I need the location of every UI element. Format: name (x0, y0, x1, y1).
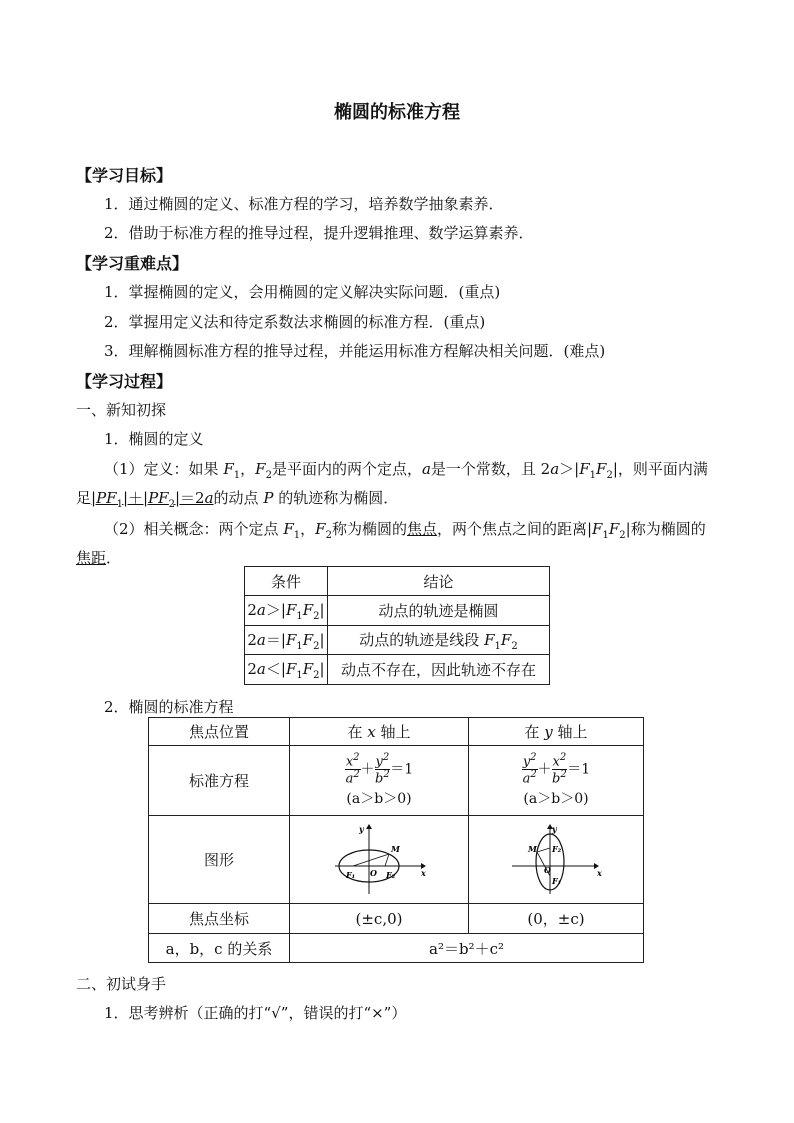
graph-x-cell (290, 816, 469, 904)
graph-label-y: y (552, 823, 557, 834)
focus-coords-y: (0，±c) (469, 904, 644, 934)
ellipse-y-graph (508, 822, 604, 898)
condition-table (244, 566, 550, 685)
x-axis-header: 在 x 轴上 (290, 718, 469, 746)
page-title: 椭圆的标准方程 (334, 102, 460, 123)
focus-coords-label: 焦点坐标 (149, 904, 290, 934)
condition-x: (a＞b＞0) (346, 791, 412, 808)
subsection-standard-equation: 2．椭圆的标准方程 (104, 698, 234, 716)
focus-position-header: 焦点位置 (149, 718, 290, 746)
equation-label: 标准方程 (149, 746, 290, 816)
cond-cell: $2a>|F_1F_2|$ (245, 596, 328, 626)
practice-item-1: 1．思考辨析（正确的打“√”，错误的打“×”） (104, 1004, 407, 1022)
graph-label-m: M (528, 843, 537, 854)
graph-label-o: O (544, 864, 551, 875)
definition-line-2: 足$|PF_1|+|PF_2|=2a$的动点 P 的轨迹称为椭圆． (76, 489, 399, 510)
definition-line-1: （1）定义：如果 $F_1$，$F_2$是平面内的两个定点，a是一个常数，且 $2a>|F_1F_2|$，则平面内满 (104, 460, 708, 481)
keypoint-item-3: 3．理解椭圆标准方程的推导过程，并能运用标准方程解决相关问题．(难点) (104, 342, 606, 360)
graph-label-y: y (359, 823, 364, 834)
cond-header: 条件 (245, 567, 328, 596)
goal-item-2: 2．借助于标准方程的推导过程，提升逻辑推理、数学运算素养． (104, 224, 534, 242)
graph-label-x: x (597, 867, 602, 878)
concept-line-2: 焦距． (76, 549, 122, 567)
section-2-heading: 二、初试身手 (76, 975, 167, 993)
keypoints-heading: 【学习重难点】 (76, 254, 189, 273)
graph-label-o: O (370, 867, 377, 878)
graph-label-f1: F₁ (552, 875, 562, 886)
condition-y: (a＞b＞0) (523, 791, 589, 808)
goal-item-1: 1．通过椭圆的定义、标准方程的学习，培养数学抽象素养． (104, 195, 504, 213)
standard-equation-table (148, 717, 644, 963)
result-cell: 动点不存在，因此轨迹不存在 (328, 655, 550, 685)
cond-cell: $2a=|F_1F_2|$ (245, 626, 328, 655)
ellipse-x-graph (331, 822, 427, 898)
focus-coords-x: (±c,0) (290, 904, 469, 934)
result-cell: 动点的轨迹是线段 $F_1F_2$ (328, 626, 550, 655)
keypoint-item-2: 2．掌握用定义法和待定系数法求椭圆的标准方程．(重点) (104, 313, 486, 331)
graph-label-x: x (421, 867, 426, 878)
graph-label-f2: F₂ (552, 843, 562, 854)
graph-label: 图形 (149, 816, 290, 904)
graph-label-m: M (391, 843, 400, 854)
keypoint-item-1: 1．掌握椭圆的定义，会用椭圆的定义解决实际问题．(重点) (104, 283, 501, 301)
relation-label: a，b，c 的关系 (149, 934, 290, 963)
concept-line-1: （2）相关概念：两个定点 $F_1$，$F_2$称为椭圆的焦点，两个焦点之间的距离$|F_1F_2|$称为椭圆的 (104, 520, 706, 541)
equation-x: $\frac{x^2}{a^2}$ ＋ $\frac{y^2}{b^2}$ ＝1 (a＞b＞0) (290, 746, 469, 816)
relation-value: a²＝b²＋c² (290, 934, 644, 963)
equation-y: $\frac{y^2}{a^2}$ ＋ $\frac{x^2}{b^2}$ ＝1 (a＞b＞0) (469, 746, 644, 816)
graph-label-f1: F₁ (346, 869, 356, 880)
goals-heading: 【学习目标】 (76, 166, 173, 185)
section-1-heading: 一、新知初探 (76, 401, 167, 419)
subsection-definition: 1．椭圆的定义 (104, 430, 204, 448)
graph-y-cell (469, 816, 644, 904)
graph-label-f2: F₂ (386, 869, 396, 880)
y-axis-header: 在 y 轴上 (469, 718, 644, 746)
process-heading: 【学习过程】 (76, 372, 173, 391)
cond-cell: $2a<|F_1F_2|$ (245, 655, 328, 685)
result-cell: 动点的轨迹是椭圆 (328, 596, 550, 626)
result-header: 结论 (328, 567, 550, 596)
